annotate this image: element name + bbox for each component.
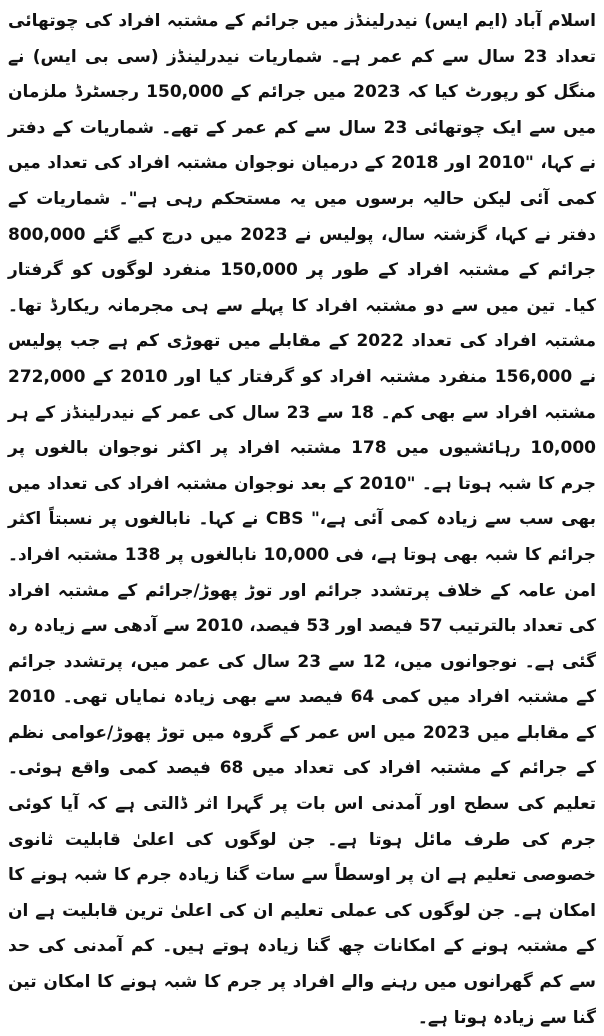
news-article-body: اسلام آباد (ایم ایس) نیدرلینڈز میں جرائم کے مشتبہ افراد کی چوتھائی تعداد 23 سال سے کم عمر ہے۔ شماریات نیدرلینڈز (سی بی ایس) نے منگل کو رپورٹ کیا کہ 2023 میں جرائم کے 150,000 رجسٹرڈ ملزمان میں سے ایک چوتھائی 23 سال سے کم عمر کے تھے۔ شماریات کے دفتر نے کہا، "2010 اور 2018 کے درمیان نوجوان مشتبہ افراد کی تعداد میں کمی آئی لیکن حالیہ برسوں میں یہ مستحکم رہی ہے"۔ شماریات کے دفتر نے کہا، گزشتہ سال، پولیس نے 2023 میں درج کیے گئے 800,000 جرائم کے مشتبہ افراد کے طور پر 150,000 منفرد لوگوں کو گرفتار کیا۔ تین میں سے دو مشتبہ افراد کا پہلے سے ہی مجرمانہ ریکارڈ تھا۔ مشتبہ افراد کی تعداد 2022 کے مقابلے میں تھوڑی کم ہے جب پولیس نے 156,000 منفرد مشتبہ افراد کو گرفتار کیا اور 2010 کے 272,000 مشتبہ افراد سے بھی کم۔ 18 سے 23 سال کی عمر کے نیدرلینڈز کے ہر 10,000 رہائشیوں میں 178 مشتبہ افراد پر اکثر نوجوان بالغوں پر جرم کا شبہ ہوتا ہے۔ "2010 کے بعد نوجوان مشتبہ افراد کی تعداد میں بھی سب سے زیادہ کمی آئی ہے،" CBS نے کہا۔ نابالغوں پر نسبتاً اکثر جرائم کا شبہ بھی ہوتا ہے، فی 10,000 نابالغوں پر 138 مشتبہ افراد۔ امن عامہ کے خلاف پرتشدد جرائم اور توڑ پھوڑ/جرائم کے مشتبہ افراد کی تعداد بالترتیب 57 فیصد اور 53 فیصد، 2010 سے آدھی سے زیادہ رہ گئی ہے۔ نوجوانوں میں، 12 سے 23 سال کی عمر میں، پرتشدد جرائم کے مشتبہ افراد میں کمی 64 فیصد سے بھی زیادہ نمایاں تھی۔ 2010 کے مقابلے میں 2023 میں اس عمر کے گروہ میں توڑ پھوڑ/عوامی نظم کے جرائم کے مشتبہ افراد کی تعداد میں 68 فیصد کمی واقع ہوئی۔ تعلیم کی سطح اور آمدنی اس بات پر گہرا اثر ڈالتی ہے کہ آیا کوئی جرم کی طرف مائل ہوتا ہے۔ جن لوگوں کی اعلیٰ قابلیت ثانوی خصوصی تعلیم ہے ان پر اوسطاً سے سات گنا زیادہ جرم کا شبہ ہونے کا امکان ہے۔ جن لوگوں کی عملی تعلیم ان کی اعلیٰ ترین قابلیت ہے ان کے مشتبہ ہونے کے امکانات چھ گنا زیادہ ہوتے ہیں۔ کم آمدنی کی حد سے کم گھرانوں میں رہنے والے افراد پر جرم کا شبہ ہونے کا امکان تین گنا سے زیادہ ہوتا ہے۔: [8, 11, 597, 1028]
